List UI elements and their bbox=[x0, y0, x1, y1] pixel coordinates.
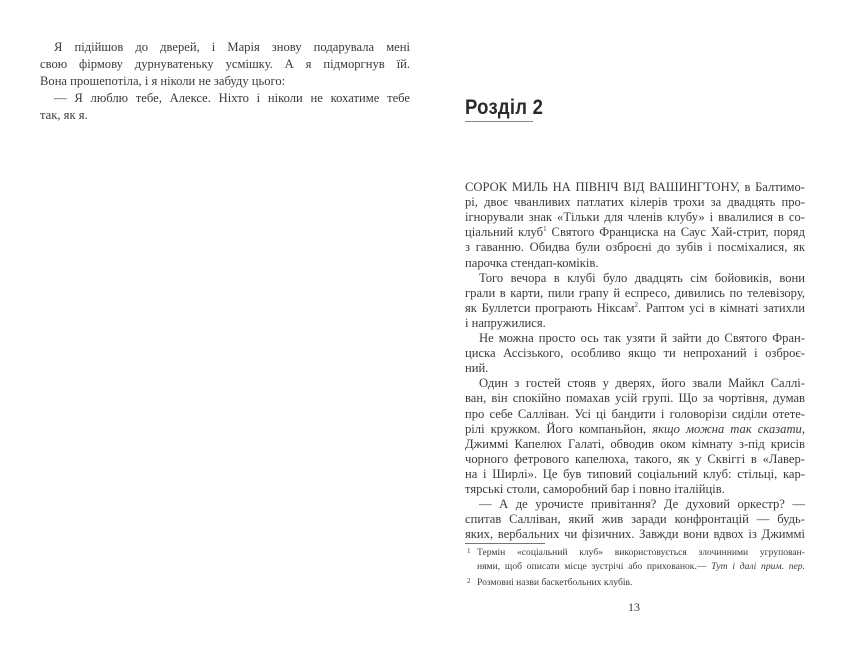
text-line: з гаванню. Обидва були озброєні до зубів і посміхалися, як bbox=[465, 240, 805, 255]
text-line: ціальний клуб$^1$ Святого Франциска на Саус Хай-стрит, поряд bbox=[465, 225, 805, 240]
text-line: Я підійшов до дверей, і Марія знову подарувала мені bbox=[54, 40, 410, 54]
text-line: циска Ассізького, особливо якщо ти непроханий і озброє- bbox=[465, 346, 805, 361]
page-number: 13 bbox=[628, 600, 640, 614]
text-line: свою фірмову дурнуватеньку усмішку. А я підморгнув їй. bbox=[40, 57, 410, 71]
text-line: про себе Салліван. Усі ці бандити і головорізи сиділи отете- bbox=[465, 406, 805, 421]
text-line: на і Ширлі». Це був типовий соціальний клуб: стільці, кар- bbox=[465, 466, 805, 481]
text-line: ігнорували знак «Тільки для членів клубу» і ввалилися в со- bbox=[465, 210, 805, 225]
text-line: Вона прошепотіла, і я ніколи не забуду цього: bbox=[40, 74, 286, 88]
text-line: так, як я. bbox=[40, 108, 88, 122]
text-line: Один з гостей стояв у дверях, його звали Майкл Саллі- bbox=[479, 376, 805, 391]
footnote-text: нями, щоб описати місце зустрічі або прихованок.— Тут і далі прим. пер. bbox=[477, 561, 805, 572]
text-line: чорного фетрового капелюха, такого, як у Сквіггі в «Лавер- bbox=[465, 451, 805, 466]
text-line: яких, вербальних чи фізичних. Завжди вони вдвох із Джиммі bbox=[465, 527, 805, 542]
text-line: ван, він спокійно помахав усій групі. Що за чортівня, думав bbox=[465, 391, 805, 406]
text-line: рі, двоє чванливих патлатих кілерів трохи за двадцять про- bbox=[465, 195, 805, 210]
text-line: спитав Салліван, який жив заради конфронтацій — будь- bbox=[465, 512, 805, 527]
text-line: — Я люблю тебе, Алексе. Ніхто і ніколи не кохатиме тебе bbox=[54, 91, 410, 105]
text-line: рілі кружком. Його компаньйон, якщо можна так сказати, bbox=[465, 421, 805, 436]
footnote-ref: 1 bbox=[543, 225, 547, 234]
footnote-translator-note: Тут і далі прим. пер. bbox=[711, 561, 805, 572]
text-line: грали в карти, пили грапу й еспресо, дивились по телевізору, bbox=[465, 285, 805, 300]
text-line: — А де урочисте привітання? Де духовий оркестр? — bbox=[479, 497, 805, 512]
text-line: СОРОК МИЛЬ НА ПІВНІЧ ВІД ВАШИНГТОНУ, в Балтимо- bbox=[465, 180, 805, 194]
text-line: тярські столи, саморобний бар і повно італійців. bbox=[465, 482, 725, 496]
text-line: ний. bbox=[465, 361, 489, 376]
footnote-ref: 2 bbox=[634, 300, 638, 309]
chapter-title: Розділ 2 bbox=[465, 96, 544, 119]
footnote-number: 2 bbox=[467, 577, 471, 585]
text-line: і напружилися. bbox=[465, 315, 546, 330]
right-page bbox=[422, 0, 844, 650]
text-line: як Буллетси програють Ніксам$^2$. Раптом усі в кімнаті затихли bbox=[465, 300, 805, 315]
text-line: Не можна просто ось так узяти й зайти до Святого Фран- bbox=[479, 331, 805, 345]
footnote-text: Розмовні назви баскетбольних клубів. bbox=[477, 577, 633, 588]
footnote-number: 1 bbox=[467, 547, 471, 555]
text-line: Того вечора в клубі було двадцять сім бойовиків, вони bbox=[479, 270, 805, 285]
text-line: парочка стендап-коміків. bbox=[465, 255, 599, 270]
italic-phrase: якщо можна так сказати bbox=[652, 421, 802, 436]
footnote-text: Термін «соціальний клуб» використовується злочинними угрупован- bbox=[477, 547, 805, 558]
chapter-title-underline bbox=[465, 121, 533, 122]
footnote-divider bbox=[465, 543, 545, 544]
text-line: Джиммі Капелюх Галаті, обводив оком кімнату з-під крисів bbox=[465, 436, 805, 451]
